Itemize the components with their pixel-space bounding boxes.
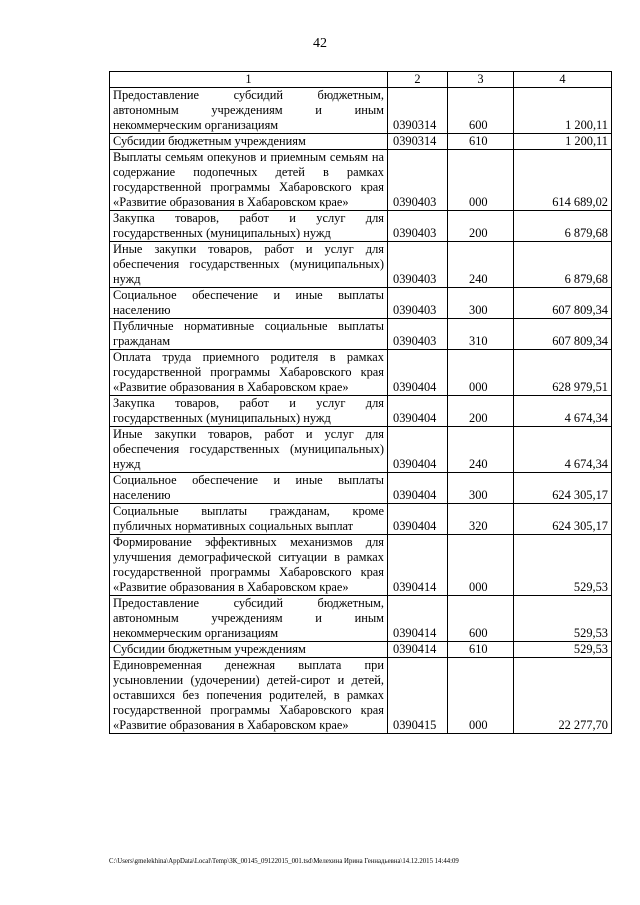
row-code-cell: 0390404 xyxy=(388,350,448,396)
row-name-cell: Закупка товаров, работ и услуг для государственных (муниципальных) нужд xyxy=(110,211,388,242)
row-name-cell: Предоставление субсидий бюджетным, автономным учреждениям и иным некоммерческим организациям xyxy=(110,88,388,134)
row-amount-cell: 628 979,51 xyxy=(514,350,612,396)
row-amount-cell: 4 674,34 xyxy=(514,427,612,473)
row-amount-cell: 614 689,02 xyxy=(514,150,612,211)
row-type-cell: 310 xyxy=(448,319,514,350)
row-amount-cell: 529,53 xyxy=(514,642,612,658)
table-row xyxy=(110,242,612,288)
row-amount-cell: 624 305,17 xyxy=(514,473,612,504)
row-amount-cell: 22 277,70 xyxy=(514,658,612,734)
row-name-cell: Иные закупки товаров, работ и услуг для обеспечения государственных (муниципальных) нужд xyxy=(110,242,388,288)
row-type-cell: 240 xyxy=(448,427,514,473)
row-amount-cell: 607 809,34 xyxy=(514,288,612,319)
row-code-cell: 0390403 xyxy=(388,242,448,288)
row-name-cell: Публичные нормативные социальные выплаты гражданам xyxy=(110,319,388,350)
table-row xyxy=(110,427,612,473)
row-code-cell: 0390403 xyxy=(388,288,448,319)
row-name-cell: Социальное обеспечение и иные выплаты населению xyxy=(110,288,388,319)
row-code-cell: 0390414 xyxy=(388,642,448,658)
row-type-cell: 320 xyxy=(448,504,514,535)
row-code-cell: 0390403 xyxy=(388,319,448,350)
table-row xyxy=(110,473,612,504)
footer-file-path: C:\Users\gmelekhina\AppData\Local\Temp\ЗК_00145_09122015_001.tsd\Мелехина Ирина Геннадьевна\14.12.2015 14:44:09 xyxy=(109,858,459,865)
column-header: 3 xyxy=(448,72,514,88)
row-code-cell: 0390404 xyxy=(388,473,448,504)
row-amount-cell: 607 809,34 xyxy=(514,319,612,350)
table-row xyxy=(110,642,612,658)
row-name-cell: Социальное обеспечение и иные выплаты населению xyxy=(110,473,388,504)
row-amount-cell: 4 674,34 xyxy=(514,396,612,427)
row-type-cell: 000 xyxy=(448,350,514,396)
row-name-cell: Закупка товаров, работ и услуг для государственных (муниципальных) нужд xyxy=(110,396,388,427)
table-row xyxy=(110,350,612,396)
column-header: 1 xyxy=(110,72,388,88)
row-code-cell: 0390404 xyxy=(388,504,448,535)
row-type-cell: 300 xyxy=(448,288,514,319)
table-row xyxy=(110,535,612,596)
table-row xyxy=(110,596,612,642)
row-amount-cell: 529,53 xyxy=(514,596,612,642)
row-name-cell: Оплата труда приемного родителя в рамках государственной программы Хабаровского края «Развитие образования в Хабаровском крае» xyxy=(110,350,388,396)
row-name-cell: Выплаты семьям опекунов и приемным семьям на содержание подопечных детей в рамках государственной программы Хабаровского края «Развитие образования в Хабаровском крае» xyxy=(110,150,388,211)
table-body xyxy=(110,72,612,734)
row-name-cell: Социальные выплаты гражданам, кроме публичных нормативных социальных выплат xyxy=(110,504,388,535)
column-header: 2 xyxy=(388,72,448,88)
row-type-cell: 000 xyxy=(448,658,514,734)
row-type-cell: 000 xyxy=(448,535,514,596)
row-type-cell: 000 xyxy=(448,150,514,211)
table-row xyxy=(110,658,612,734)
row-amount-cell: 1 200,11 xyxy=(514,88,612,134)
row-code-cell: 0390414 xyxy=(388,535,448,596)
row-name-cell: Иные закупки товаров, работ и услуг для обеспечения государственных (муниципальных) нужд xyxy=(110,427,388,473)
row-code-cell: 0390403 xyxy=(388,150,448,211)
row-code-cell: 0390314 xyxy=(388,88,448,134)
row-type-cell: 600 xyxy=(448,88,514,134)
row-type-cell: 600 xyxy=(448,596,514,642)
row-amount-cell: 6 879,68 xyxy=(514,211,612,242)
header-row xyxy=(110,72,612,88)
row-amount-cell: 529,53 xyxy=(514,535,612,596)
row-code-cell: 0390403 xyxy=(388,211,448,242)
row-name-cell: Субсидии бюджетным учреждениям xyxy=(110,134,388,150)
row-amount-cell: 1 200,11 xyxy=(514,134,612,150)
row-code-cell: 0390404 xyxy=(388,396,448,427)
row-name-cell: Предоставление субсидий бюджетным, автономным учреждениям и иным некоммерческим организациям xyxy=(110,596,388,642)
row-code-cell: 0390404 xyxy=(388,427,448,473)
row-type-cell: 240 xyxy=(448,242,514,288)
table-row xyxy=(110,150,612,211)
row-type-cell: 610 xyxy=(448,134,514,150)
row-name-cell: Субсидии бюджетным учреждениям xyxy=(110,642,388,658)
row-type-cell: 610 xyxy=(448,642,514,658)
budget-table xyxy=(109,71,612,734)
row-code-cell: 0390314 xyxy=(388,134,448,150)
row-name-cell: Формирование эффективных механизмов для улучшения демографической ситуации в рамках государственной программы Хабаровского края «Развитие образования в Хабаровском крае» xyxy=(110,535,388,596)
column-header: 4 xyxy=(514,72,612,88)
table-row xyxy=(110,504,612,535)
row-type-cell: 200 xyxy=(448,211,514,242)
table-row xyxy=(110,319,612,350)
table-row xyxy=(110,396,612,427)
row-code-cell: 0390415 xyxy=(388,658,448,734)
row-code-cell: 0390414 xyxy=(388,596,448,642)
row-amount-cell: 6 879,68 xyxy=(514,242,612,288)
page-number: 42 xyxy=(313,36,327,51)
table-row xyxy=(110,211,612,242)
row-amount-cell: 624 305,17 xyxy=(514,504,612,535)
row-name-cell: Единовременная денежная выплата при усыновлении (удочерении) детей-сирот и детей, оставшихся без попечения родителей, в рамках государственной программы Хабаровского края «Развитие образования в Хабаровском крае» xyxy=(110,658,388,734)
row-type-cell: 300 xyxy=(448,473,514,504)
row-type-cell: 200 xyxy=(448,396,514,427)
table-row xyxy=(110,88,612,134)
table-row xyxy=(110,288,612,319)
table-row xyxy=(110,134,612,150)
